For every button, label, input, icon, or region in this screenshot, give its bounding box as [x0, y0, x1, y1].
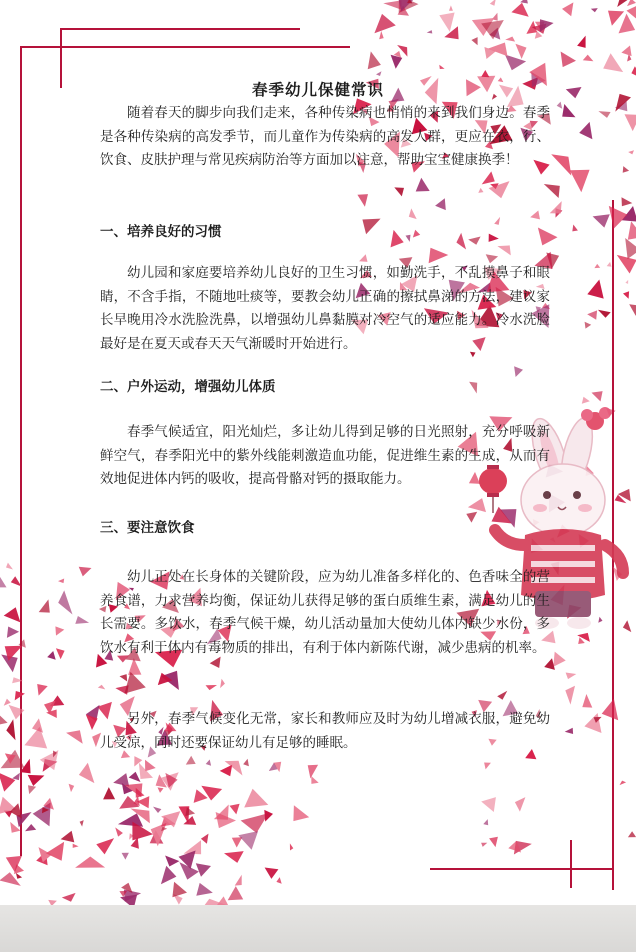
confetti-piece: [511, 3, 528, 17]
confetti-piece: [124, 672, 145, 694]
confetti-piece: [129, 772, 141, 782]
confetti-piece: [620, 781, 627, 786]
confetti-piece: [631, 66, 636, 78]
confetti-piece: [520, 0, 528, 4]
confetti-piece: [489, 181, 510, 198]
confetti-piece: [224, 851, 244, 863]
section-1-paragraph: 幼儿园和家庭要培养幼儿良好的卫生习惯，如勤洗手，不乱摸鼻子和眼睛，不含手指，不随地吐痰等，要教会幼儿正确的擦拭鼻涕的方法，建议家长早晚用冷水洗脸洗鼻，以增强幼儿鼻黏膜对冷空气的适应能力。冷水洗脸最好是在夏天或春天天气渐暖时开始进行。: [100, 265, 550, 352]
confetti-piece: [550, 201, 562, 213]
confetti-piece: [557, 102, 563, 109]
confetti-piece: [58, 590, 72, 614]
confetti-piece: [362, 219, 380, 235]
confetti-piece: [482, 171, 495, 184]
confetti-piece: [56, 648, 65, 659]
confetti-piece: [241, 813, 269, 833]
confetti-piece: [276, 877, 281, 884]
confetti-piece: [483, 819, 488, 825]
confetti-piece: [471, 37, 477, 45]
confetti-piece: [118, 813, 143, 826]
confetti-piece: [572, 225, 578, 232]
confetti-piece: [12, 773, 20, 780]
confetti-piece: [55, 626, 64, 635]
confetti-piece: [478, 188, 483, 193]
confetti-piece: [235, 875, 242, 886]
confetti-piece: [391, 230, 404, 248]
confetti-piece: [357, 194, 368, 207]
confetti-piece: [379, 31, 384, 39]
confetti-piece: [206, 760, 211, 766]
confetti-piece: [4, 699, 11, 706]
confetti-piece: [505, 37, 515, 42]
confetti-piece: [561, 52, 576, 68]
confetti-piece: [627, 0, 636, 6]
confetti-piece: [238, 831, 258, 850]
section-1-heading: 一、培养良好的习惯: [100, 224, 222, 240]
confetti-piece: [593, 214, 610, 227]
confetti-piece: [530, 211, 540, 220]
confetti-piece: [220, 765, 233, 776]
confetti-piece: [587, 280, 603, 299]
confetti-piece: [490, 0, 496, 6]
confetti-piece: [598, 111, 610, 118]
confetti-piece: [73, 844, 79, 848]
confetti-piece: [80, 820, 84, 827]
confetti-piece: [489, 234, 499, 242]
confetti-piece: [583, 55, 594, 62]
confetti-piece: [7, 627, 19, 638]
confetti-piece: [308, 765, 318, 779]
confetti-piece: [617, 255, 636, 274]
confetti-piece: [562, 104, 575, 117]
confetti-piece: [413, 230, 420, 238]
confetti-piece: [625, 238, 636, 259]
confetti-piece: [609, 206, 628, 229]
confetti-piece: [585, 322, 592, 329]
confetti-piece: [617, 0, 629, 7]
confetti-piece: [293, 805, 309, 821]
confetti-piece: [69, 784, 75, 792]
confetti-piece: [570, 170, 590, 193]
confetti-piece: [98, 685, 106, 690]
confetti-piece: [435, 198, 446, 210]
confetti-piece: [456, 233, 466, 250]
confetti-piece: [409, 208, 417, 219]
confetti-piece: [290, 843, 293, 850]
confetti-piece: [11, 576, 22, 586]
section-2-heading: 二、户外运动，增强幼儿体质: [100, 379, 276, 395]
confetti-piece: [427, 30, 433, 33]
confetti-piece: [562, 2, 573, 16]
confetti-piece: [603, 53, 623, 72]
confetti-piece: [481, 843, 487, 847]
confetti-piece: [582, 694, 592, 708]
confetti-piece: [115, 827, 123, 836]
confetti-piece: [12, 677, 23, 683]
confetti-piece: [0, 715, 8, 725]
confetti-piece: [628, 221, 636, 240]
confetti-piece: [28, 775, 45, 786]
confetti-piece: [565, 686, 575, 705]
confetti-piece: [494, 217, 500, 225]
section-3-paragraph-2: 另外，春季气候变化无常，家长和教师应及时为幼儿增减衣服，避免幼儿受凉，同时还要保证幼儿有足够的睡眠。: [100, 711, 550, 751]
confetti-piece: [489, 837, 498, 847]
confetti-piece: [383, 0, 401, 9]
confetti-piece: [628, 831, 636, 837]
confetti-piece: [468, 237, 480, 245]
confetti-piece: [553, 652, 565, 667]
confetti-piece: [24, 727, 47, 749]
confetti-piece: [132, 822, 153, 841]
confetti-piece: [16, 873, 22, 879]
confetti-piece: [206, 685, 218, 690]
confetti-piece: [103, 787, 115, 799]
confetti-piece: [311, 776, 318, 784]
confetti-piece: [265, 868, 279, 879]
confetti-piece: [186, 756, 196, 765]
confetti-piece: [439, 13, 454, 32]
confetti-piece: [61, 831, 75, 843]
confetti-piece: [584, 713, 601, 733]
section-3-paragraph-1: 幼儿正处在长身体的关键阶段，应为幼儿准备多样化的、色香味全的营养食谱，力求营养均衡，保证幼儿获得足够的蛋白质维生素，满足幼儿的生长需要。多饮水，春季气候干燥，幼儿活动量加大使幼儿体内缺少水份，多饮水有利于体内有毒物质的排出，有利于体内新陈代谢，减少患病的机率。: [100, 569, 550, 656]
confetti-piece: [113, 773, 129, 787]
confetti-piece: [47, 651, 56, 660]
confetti-piece: [145, 760, 156, 772]
confetti-piece: [96, 838, 114, 854]
confetti-piece: [497, 245, 510, 255]
confetti-piece: [376, 71, 382, 76]
confetti-piece: [196, 863, 211, 877]
confetti-piece: [577, 36, 586, 48]
confetti-piece: [566, 673, 577, 680]
confetti-piece: [481, 797, 496, 812]
confetti-piece: [628, 150, 634, 154]
confetti-piece: [505, 55, 526, 71]
confetti-piece: [394, 187, 404, 196]
confetti-piece: [66, 730, 83, 744]
section-2-paragraph: 春季气候适宜，阳光灿烂，多让幼儿得到足够的日光照射，充分呼吸新鲜空气，春季阳光中的紫外线能刺激造血功能，促进维生素的生成，从而有效地促进体内钙的吸收，提高骨骼对钙的摄取能力。: [100, 424, 550, 487]
confetti-piece: [544, 658, 555, 670]
confetti-piece: [214, 805, 229, 820]
confetti-piece: [591, 8, 598, 12]
confetti-piece: [9, 705, 25, 720]
confetti-piece: [607, 262, 612, 267]
confetti-piece: [161, 866, 177, 885]
confetti-piece: [619, 14, 636, 34]
confetti-piece: [153, 807, 161, 813]
confetti-piece: [264, 810, 273, 822]
confetti-piece: [32, 718, 43, 732]
confetti-piece: [0, 773, 15, 792]
confetti-piece: [4, 607, 21, 622]
confetti-piece: [37, 684, 48, 696]
confetti-piece: [602, 699, 619, 720]
confetti-piece: [444, 26, 458, 39]
confetti-piece: [122, 853, 129, 860]
confetti-piece: [15, 691, 25, 700]
confetti-piece: [629, 304, 636, 316]
confetti-piece: [623, 291, 629, 299]
confetti-piece: [79, 763, 95, 783]
confetti-piece: [625, 280, 628, 284]
confetti-piece: [484, 763, 491, 770]
confetti-piece: [46, 842, 64, 861]
desk-surface: [0, 905, 636, 952]
confetti-piece: [359, 254, 367, 262]
confetti-piece: [538, 228, 558, 246]
confetti-piece: [579, 122, 592, 139]
confetti-piece: [243, 759, 249, 766]
confetti-piece: [429, 248, 449, 263]
confetti-piece: [625, 114, 636, 131]
confetti-piece: [158, 787, 164, 793]
confetti-piece: [120, 674, 128, 681]
confetti-piece: [46, 710, 57, 719]
confetti-piece: [514, 366, 523, 377]
confetti-piece: [58, 579, 64, 584]
confetti-piece: [25, 824, 36, 831]
confetti-piece: [368, 51, 381, 69]
confetti-piece: [544, 184, 560, 198]
confetti-piece: [228, 886, 244, 900]
confetti-piece: [220, 679, 225, 688]
confetti-piece: [497, 691, 507, 700]
confetti-piece: [75, 857, 105, 868]
confetti-piece: [172, 882, 187, 898]
confetti-piece: [621, 46, 631, 57]
confetti-piece: [6, 563, 13, 570]
confetti-piece: [608, 11, 624, 26]
confetti-piece: [551, 154, 571, 175]
confetti-piece: [62, 893, 76, 902]
confetti-piece: [515, 797, 526, 812]
confetti-piece: [449, 5, 453, 10]
confetti-piece: [623, 166, 629, 173]
confetti-piece: [39, 599, 50, 612]
confetti-piece: [469, 382, 477, 394]
confetti-piece: [28, 785, 36, 794]
confetti-piece: [79, 567, 92, 577]
confetti-piece: [196, 883, 213, 896]
confetti-piece: [594, 264, 600, 268]
confetti-piece: [230, 804, 240, 815]
confetti-piece: [232, 837, 243, 847]
confetti-piece: [416, 178, 430, 192]
section-3-heading: 三、要注意饮食: [100, 520, 195, 536]
confetti-piece: [374, 14, 395, 33]
confetti-piece: [75, 616, 89, 624]
confetti-piece: [0, 573, 7, 587]
confetti-piece: [439, 65, 444, 69]
confetti-piece: [540, 19, 554, 32]
confetti-piece: [622, 197, 633, 206]
confetti-piece: [244, 789, 268, 808]
confetti-piece: [185, 807, 195, 816]
confetti-piece: [587, 310, 597, 319]
confetti-piece: [201, 834, 209, 844]
confetti-piece: [120, 895, 137, 905]
confetti-piece: [134, 756, 142, 766]
confetti-piece: [598, 310, 611, 318]
confetti-piece: [406, 235, 411, 242]
confetti-piece: [165, 856, 179, 867]
confetti-piece: [565, 728, 573, 734]
confetti-piece: [6, 719, 15, 740]
confetti-piece: [515, 44, 526, 59]
intro-paragraph: 随着春天的脚步向我们走来，各种传染病也悄悄的来到我们身边。春季是各种传染病的高发季节，而儿童作为传染病的高发人群，更应在衣，行、饮食、皮肤护理与常见疾病防治等方面加以注意，帮助宝宝健康换季！: [100, 105, 550, 168]
document-title: 春季幼儿保健常识: [251, 80, 384, 99]
confetti-piece: [481, 70, 489, 77]
